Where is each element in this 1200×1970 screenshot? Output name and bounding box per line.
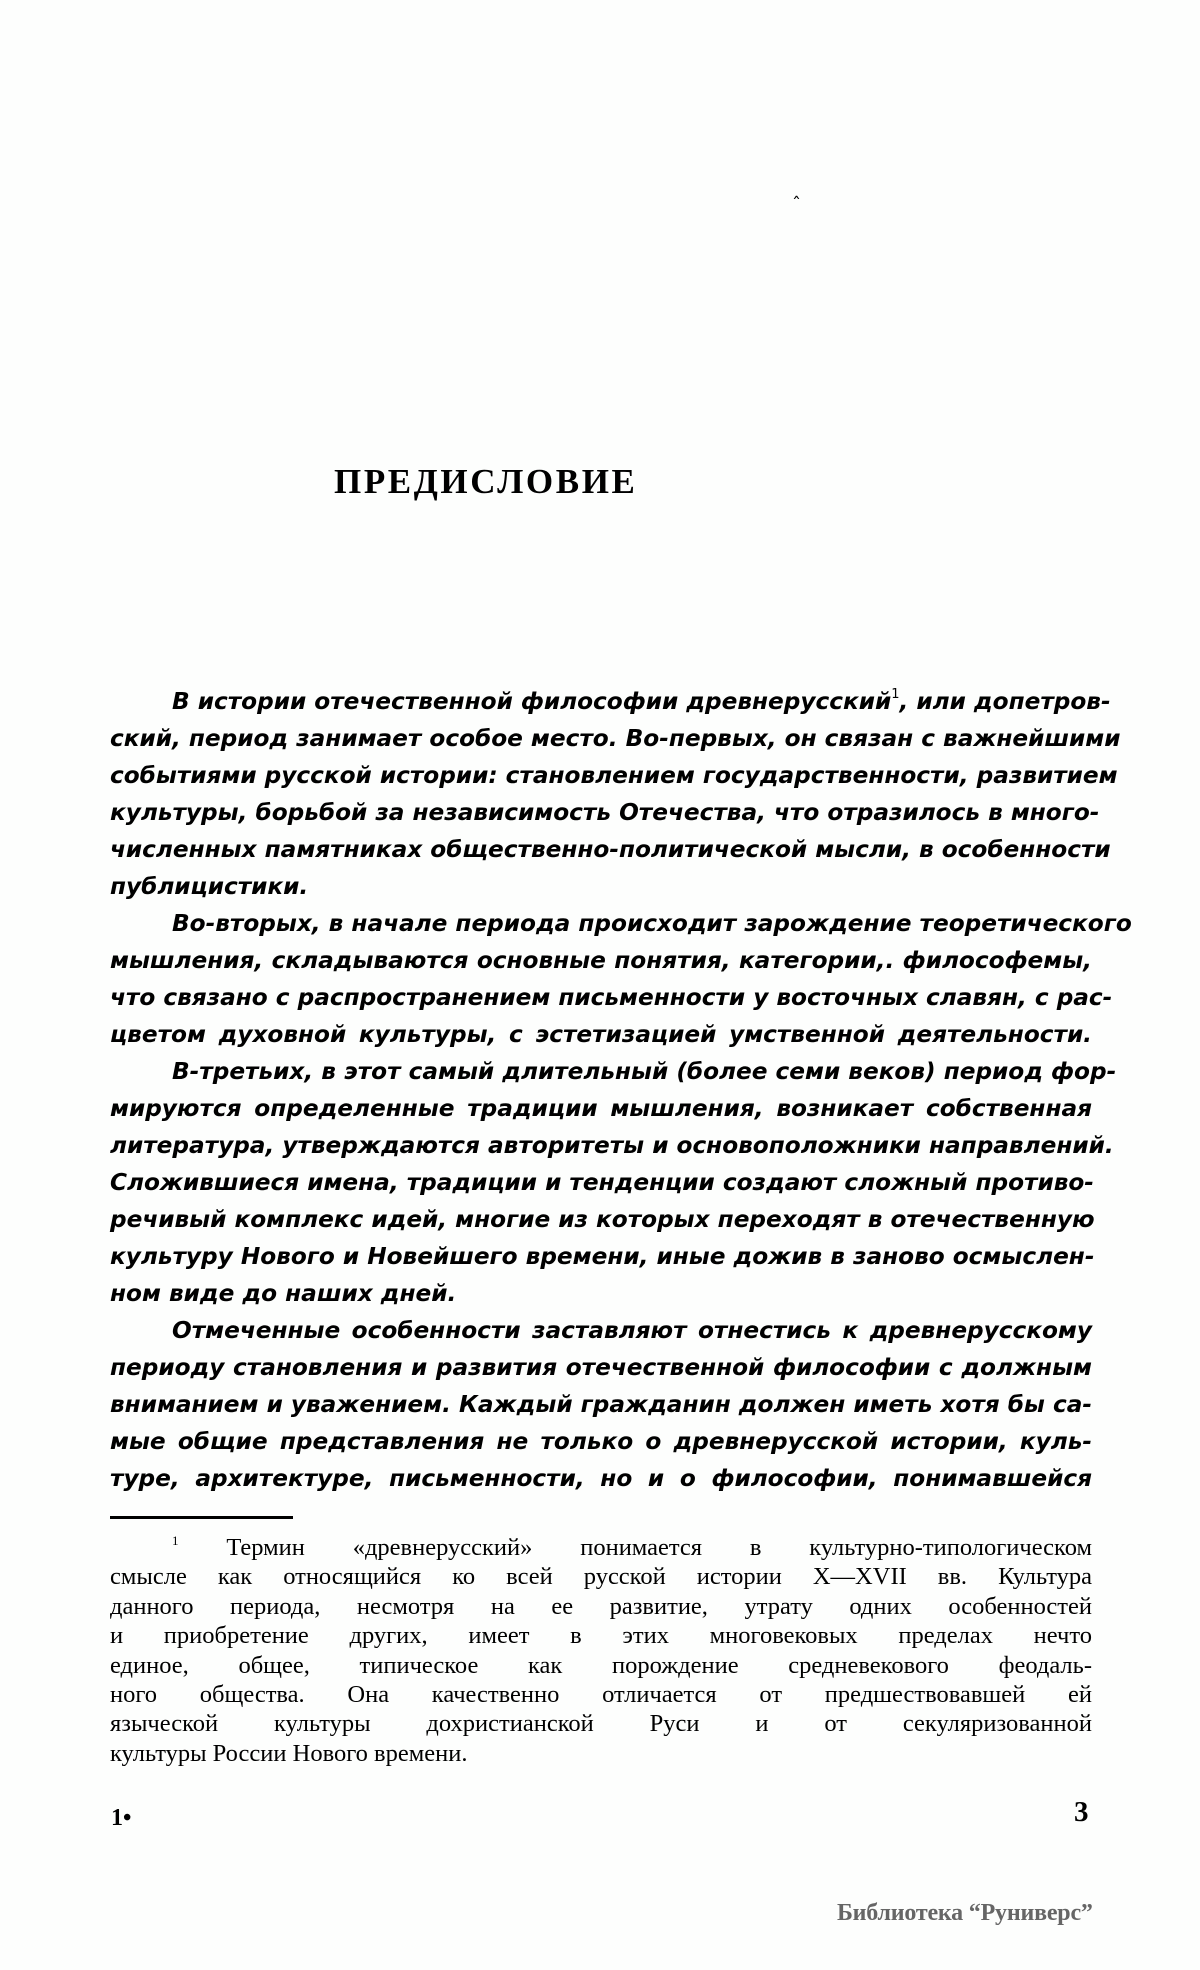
body-line-tail: , или допетров-: [899, 688, 1111, 715]
body-line: [110, 1312, 1092, 1349]
body-line: [110, 683, 1111, 720]
body-line: [110, 1201, 1095, 1238]
body-line-text: событиями русской истории: становлением государственности, развитием: [110, 762, 1118, 789]
body-line-text: мые общие представления не только о древнерусской истории, куль-: [110, 1428, 1092, 1455]
footnote-line-text: данного периода, несмотря на ее развитие, утрату одних особенностей: [110, 1592, 1092, 1620]
body-line: [110, 979, 1113, 1016]
body-line-text: речивый комплекс идей, многие из которых переходят в отечественную: [110, 1206, 1095, 1233]
page-number: 3: [1074, 1796, 1089, 1828]
body-line-text: В истории отечественной философии древнерусский: [172, 688, 892, 715]
body-line-text: Сложившиеся имена, традиции и тенденции создают сложный противо-: [110, 1169, 1094, 1196]
body-line-text: цветом духовной культуры, с эстетизацией умственной деятельности.: [110, 1021, 1092, 1048]
body-line-text: публицистики.: [110, 873, 309, 900]
footnote-line: [110, 1562, 1092, 1591]
body-line-text: вниманием и уважением. Каждый гражданин должен иметь хотя бы са-: [110, 1391, 1092, 1418]
body-line: [110, 1386, 1092, 1423]
body-line: [110, 1090, 1092, 1127]
footnote-line: [110, 1592, 1092, 1621]
footnote: [110, 1533, 1092, 1768]
footnote-line: [110, 1739, 1092, 1768]
body-text: [110, 683, 1132, 1497]
body-line: [110, 1053, 1117, 1090]
body-line: [110, 1275, 1092, 1312]
body-line-text: Отмеченные особенности заставляют отнестись к древнерусскому: [172, 1317, 1092, 1344]
body-line-text: мируются определенные традиции мышления, возникает собственная: [110, 1095, 1092, 1122]
footnote-marker: 1: [172, 1533, 179, 1548]
body-line: [110, 831, 1111, 868]
footnote-line: [110, 1680, 1092, 1709]
body-line-text: туре, архитектуре, письменности, но и о философии, понимавшейся: [110, 1465, 1092, 1492]
body-line: [110, 1016, 1092, 1053]
page-heading: ПРЕДИСЛОВИЕ: [334, 462, 638, 501]
body-line-text: ном виде до наших дней.: [110, 1280, 457, 1307]
footnote-line-text: единое, общее, типическое как порождение средневекового феодаль-: [110, 1651, 1092, 1679]
body-line: [110, 794, 1100, 831]
body-line: [110, 720, 1121, 757]
footnote-line-text: Термин «древнерусский» понимается в культурно-типологическом: [226, 1534, 1093, 1561]
body-line: [110, 1164, 1092, 1201]
body-line: [110, 1460, 1092, 1497]
footnote-line: [110, 1709, 1092, 1738]
body-line: [110, 905, 1132, 942]
body-line: [110, 868, 1092, 905]
body-line-text: В-третьих, в этот самый длительный (более семи веков) период фор-: [172, 1058, 1117, 1085]
footnote-line-text: культуры России Нового времени.: [110, 1739, 468, 1767]
body-line-text: периоду становления и развития отечественной философии с должным: [110, 1354, 1092, 1381]
footnote-line-text: ного общества. Она качественно отличается от предшествовавшей ей: [110, 1680, 1092, 1708]
body-line: [110, 1349, 1092, 1386]
body-line-text: Во-вторых, в начале периода происходит зарождение теоретического: [172, 910, 1132, 937]
body-line-text: мышления, складываются основные понятия, категории,. философемы,: [110, 947, 1092, 974]
body-line: [110, 1423, 1092, 1460]
footnote-line-text: и приобретение других, имеет в этих многовековых пределах нечто: [110, 1622, 1092, 1650]
body-line-text: литература, утверждаются авторитеты и основоположники направлений.: [110, 1132, 1114, 1159]
footnote-line: [110, 1621, 1092, 1650]
footnote-line-text: языческой культуры дохристианской Руси и от секуляризованной: [110, 1710, 1092, 1738]
footnote-reference[interactable]: 1: [891, 687, 900, 702]
caret-mark: ˆ: [792, 194, 801, 215]
body-line: [110, 1127, 1114, 1164]
footnote-line: [110, 1533, 1092, 1562]
body-line-text: ский, период занимает особое место. Во-первых, он связан с важнейшими: [110, 725, 1121, 752]
footnote-line: [110, 1651, 1092, 1680]
body-line-text: что связано с распространением письменности у восточных славян, с рас-: [110, 984, 1113, 1011]
signature-mark: 1•: [111, 1805, 132, 1831]
body-line-text: культуру Нового и Новейшего времени, иные дожив в заново осмыслен-: [110, 1243, 1095, 1270]
footnote-separator: [110, 1516, 293, 1519]
footnote-line-text: смысле как относящийся ко всей русской истории X—XVII вв. Культура: [110, 1563, 1092, 1591]
body-line: [110, 1238, 1095, 1275]
body-line: [110, 942, 1092, 979]
body-line-text: культуры, борьбой за независимость Отечества, что отразилось в много-: [110, 799, 1100, 826]
library-watermark: Библиотека “Руниверс”: [837, 1900, 1093, 1926]
body-line: [110, 757, 1118, 794]
body-line-text: численных памятниках общественно-политической мысли, в особенности: [110, 836, 1111, 863]
